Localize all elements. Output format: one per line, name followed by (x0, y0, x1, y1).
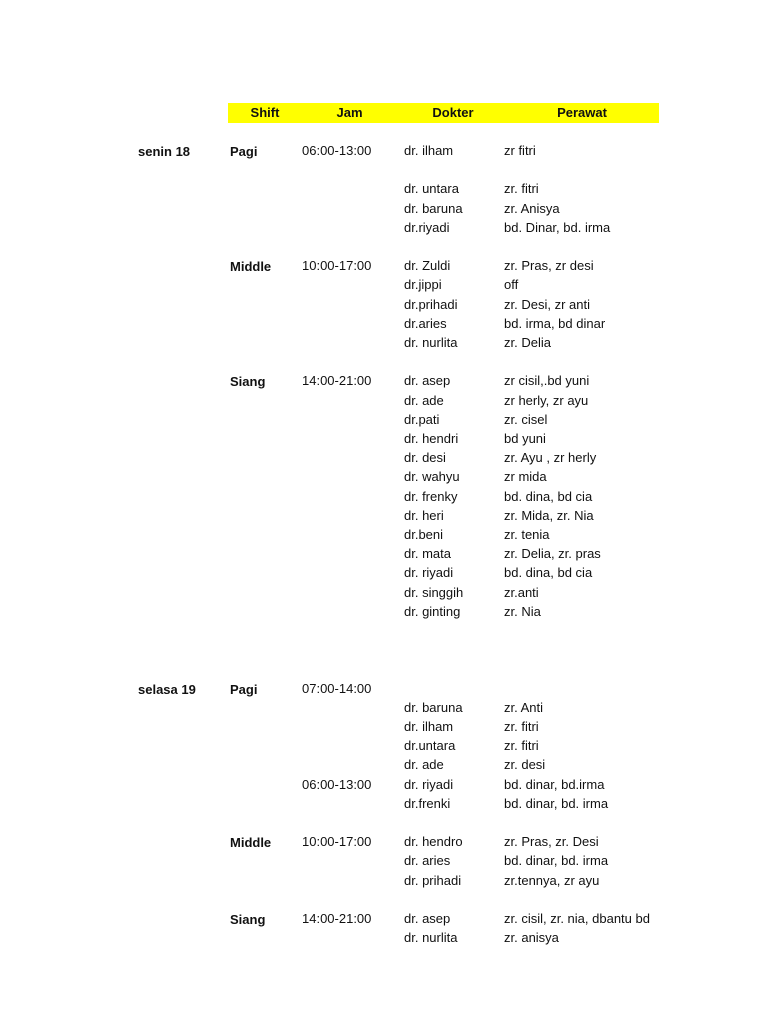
doctor-name: dr. riyadi (404, 776, 454, 792)
nurse-names: zr fitri (504, 143, 536, 158)
doctor-name: dr. nurlita (404, 335, 458, 350)
nurse-names: zr cisil,.bd yuni (504, 373, 590, 389)
shift-label: Middle (230, 835, 272, 851)
nurse-names: bd. dinar, bd.irma (504, 776, 605, 792)
doctor-name: dr. ginting (404, 603, 461, 619)
nurse-names: zr. fitri (504, 738, 539, 754)
nurse-names: zr herly, zr ayu (504, 392, 589, 408)
shift-time: 10:00-17:00 (302, 834, 372, 850)
header-jam: Jam (336, 105, 363, 120)
doctor-name: dr.beni (404, 527, 444, 542)
doctor-name: dr. singgih (404, 584, 464, 600)
shift-time: 14:00-21:00 (302, 911, 372, 926)
doctor-name: dr. desi (404, 450, 446, 466)
nurse-names: zr. cisil, zr. nia, dbantu bd (504, 911, 650, 926)
doctor-name: dr. heri (404, 507, 444, 523)
doctor-name: dr. baruna (404, 200, 463, 216)
nurse-names: off (504, 277, 519, 293)
nurse-names: zr. Delia (504, 335, 551, 350)
nurse-names: zr mida (504, 469, 547, 485)
nurse-names: zr. desi (504, 757, 546, 773)
nurse-names: zr. tenia (504, 527, 550, 542)
day-label: senin 18 (138, 144, 191, 159)
doctor-name: dr.prihadi (404, 296, 458, 312)
doctor-name: dr.frenki (404, 795, 451, 811)
doctor-name: dr. nurlita (404, 930, 458, 946)
doctor-name: dr. untara (404, 181, 459, 197)
doctor-name: dr.aries (404, 315, 447, 331)
doctor-name: dr. wahyu (404, 469, 460, 485)
nurse-names: zr. anisya (504, 930, 559, 946)
doctor-name: dr. aries (404, 853, 451, 869)
doctor-name: dr.untara (404, 738, 456, 754)
nurse-names: bd. dina, bd cia (504, 565, 593, 581)
nurse-names: zr. Pras, zr. Desi (504, 834, 599, 850)
shift-time: 10:00-17:00 (302, 258, 372, 274)
shift-label: Middle (230, 259, 272, 275)
doctor-name: dr.pati (404, 411, 440, 427)
doctor-name: dr. frenky (404, 488, 458, 504)
nurse-names: zr. cisel (504, 411, 548, 427)
shift-time: 06:00-13:00 (302, 143, 372, 158)
shift-label: Siang (230, 374, 266, 390)
nurse-names: bd. Dinar, bd. irma (504, 219, 611, 235)
nurse-names: zr.anti (504, 584, 539, 600)
doctor-name: dr. riyadi (404, 565, 454, 581)
doctor-name: dr. Zuldi (404, 258, 451, 274)
nurse-names: zr. fitri (504, 181, 539, 197)
nurse-names: zr. Mida, zr. Nia (504, 507, 594, 523)
header-perawat: Perawat (557, 105, 607, 120)
header-shift: Shift (250, 105, 280, 120)
doctor-name: dr. asep (404, 373, 451, 389)
doctor-name: dr. asep (404, 911, 451, 926)
doctor-name: dr. baruna (404, 699, 463, 715)
doctor-name: dr. ade (404, 757, 444, 773)
nurse-names: zr. fitri (504, 719, 539, 734)
doctor-name: dr.jippi (404, 277, 442, 293)
nurse-names: zr. Ayu , zr herly (504, 450, 597, 466)
nurse-names: zr. Desi, zr anti (504, 296, 590, 312)
doctor-name: dr. hendro (404, 834, 463, 850)
nurse-names: zr. Nia (504, 603, 541, 619)
nurse-names: bd yuni (504, 431, 546, 446)
nurse-names: zr. Anti (504, 699, 544, 715)
nurse-names: bd. dina, bd cia (504, 488, 593, 504)
shift-label: Pagi (230, 681, 258, 697)
nurse-names: bd. dinar, bd. irma (504, 795, 609, 811)
doctor-name: dr.riyadi (404, 219, 450, 235)
day-label: selasa 19 (138, 681, 196, 697)
nurse-names: zr. Pras, zr desi (504, 258, 594, 274)
doctor-name: dr. ade (404, 392, 444, 408)
shift-label: Siang (230, 912, 266, 927)
nurse-names: zr.tennya, zr ayu (504, 872, 600, 888)
shift-time: 06:00-13:00 (302, 776, 372, 792)
doctor-name: dr. ilham (404, 143, 454, 158)
doctor-name: dr. prihadi (404, 872, 462, 888)
doctor-name: dr. hendri (404, 431, 459, 446)
doctor-name: dr. mata (404, 546, 451, 562)
nurse-names: zr. Delia, zr. pras (504, 546, 601, 562)
nurse-names: bd. dinar, bd. irma (504, 853, 609, 869)
shift-time: 14:00-21:00 (302, 373, 372, 389)
doctor-name: dr. ilham (404, 719, 454, 734)
shift-time: 07:00-14:00 (302, 680, 372, 696)
shift-label: Pagi (230, 144, 258, 159)
nurse-names: bd. irma, bd dinar (504, 315, 606, 331)
nurse-names: zr. Anisya (504, 200, 560, 216)
header-dokter: Dokter (432, 105, 474, 120)
